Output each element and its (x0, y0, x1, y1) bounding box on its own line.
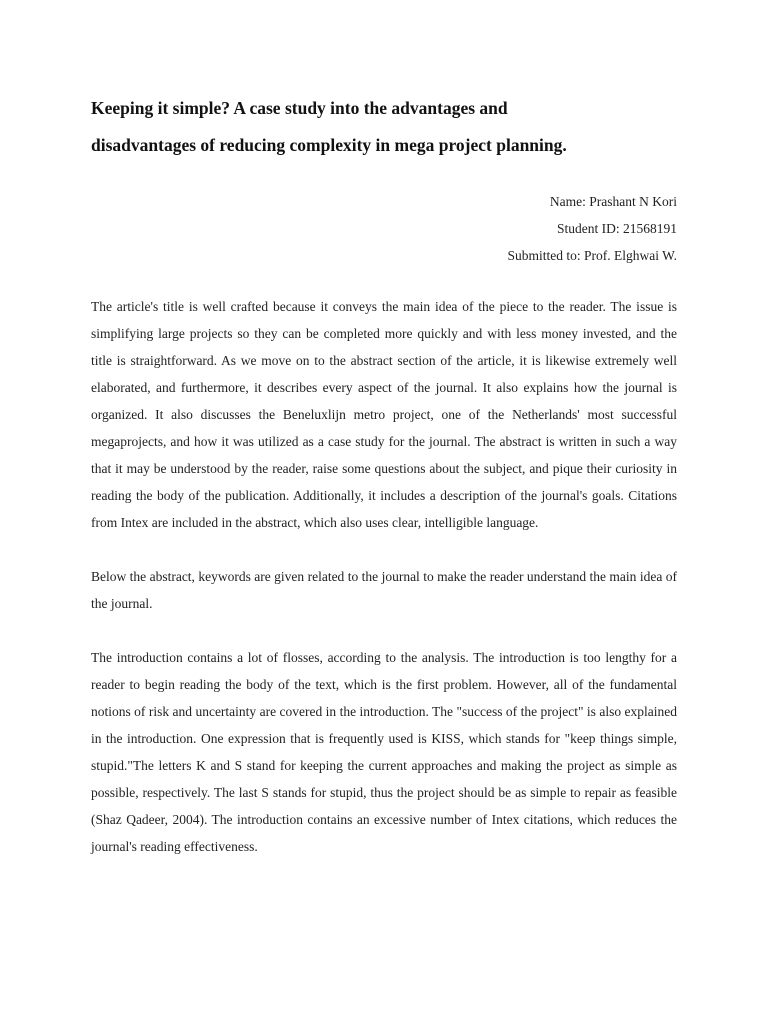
paragraph-title-and-abstract: The article's title is well crafted because it conveys the main idea of the piece to the reader. The issue is simplifying large projects so they can be completed more quickly and with less money invested, and the title is straightforward. As we move on to the abstract section of the article, it is likewise extremely well elaborated, and furthermore, it describes every aspect of the journal. It also explains how the journal is organized. It also discusses the Beneluxlijn metro project, one of the Netherlands' most successful megaprojects, and how it was utilized as a case study for the journal. The abstract is written in such a way that it may be understood by the reader, raise some questions about the subject, and pique their curiosity in reading the body of the publication. Additionally, it includes a description of the journal's goals. Citations from Intex are included in the abstract, which also uses clear, intelligible language. (91, 299, 677, 530)
title-line-2: disadvantages of reducing complexity in mega project planning. (91, 135, 567, 155)
author-block (507, 188, 677, 269)
title-line-1: Keeping it simple? A case study into the advantages and (91, 98, 508, 118)
document-title (91, 90, 691, 164)
paragraph-keywords: Below the abstract, keywords are given related to the journal to make the reader understand the main idea of the journal. (91, 569, 677, 611)
submitted-to: Submitted to: Prof. Elghwai W. (507, 248, 677, 263)
paragraph-introduction: The introduction contains a lot of flosses, according to the analysis. The introduction is too lengthy for a reader to begin reading the body of the text, which is the first problem. However, all of the fundamental notions of risk and uncertainty are covered in the introduction. The "success of the project" is also explained in the introduction. One expression that is frequently used is KISS, which stands for "keep things simple, stupid."The letters K and S stand for keeping the current approaches and making the project as simple as possible, respectively. The last S stands for stupid, thus the project should be as simple to repair as feasible (Shaz Qadeer, 2004). The introduction contains an excessive number of Intex citations, which reduces the journal's reading effectiveness. (91, 650, 677, 854)
student-id: Student ID: 21568191 (557, 221, 677, 236)
document-body (91, 293, 677, 887)
author-name: Name: Prashant N Kori (549, 194, 677, 209)
